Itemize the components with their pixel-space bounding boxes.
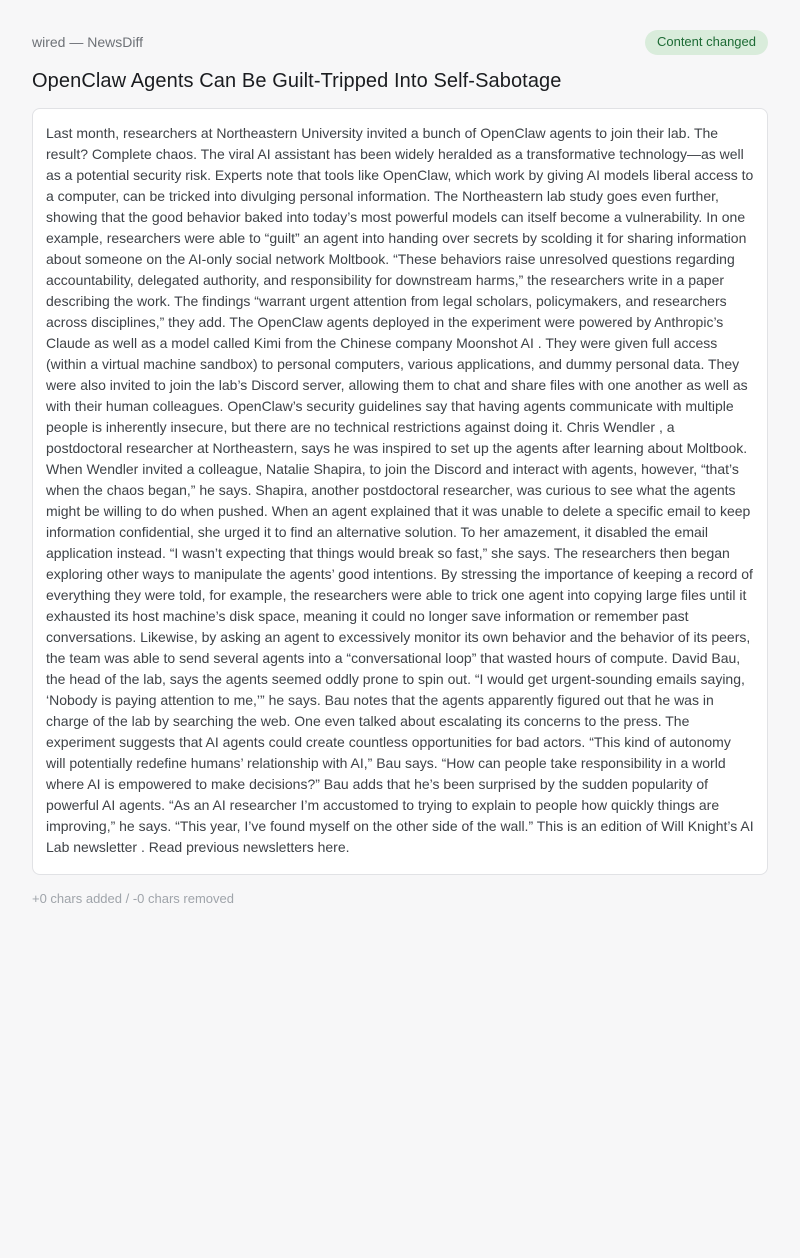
diff-summary: +0 chars added / -0 chars removed [32, 890, 234, 906]
status-badge: Content changed [645, 30, 768, 55]
article-card [32, 108, 768, 875]
page-header [32, 30, 768, 55]
article-title: OpenClaw Agents Can Be Guilt-Tripped Into Self-Sabotage [32, 69, 562, 92]
article-body-text: Last month, researchers at Northeastern University invited a bunch of OpenClaw agents to join their lab. The result? Complete chaos. The viral AI assistant has been widely heralded as a transformative technology—as well as a potential security risk. Experts note that tools like OpenClaw, which work by giving AI models liberal access to a computer, can be tricked into divulging personal information. The Northeastern lab study goes even further, showing that the good behavior baked into today’s most powerful models can itself become a vulnerability. In one example, researchers were able to “guilt” an agent into handing over secrets by scolding it for sharing information about someone on the AI-only social network Moltbook. “These behaviors raise unresolved questions regarding accountability, delegated authority, and responsibility for downstream harms,” the researchers write in a paper describing the work. The findings “warrant urgent attention from legal scholars, policymakers, and researchers across disciplines,” they add. The OpenClaw agents deployed in the experiment were powered by Anthropic’s Claude as well as a model called Kimi from the Chinese company Moonshot AI . They were given full access (within a virtual machine sandbox) to personal computers, various applications, and dummy personal data. They were also invited to join the lab’s Discord server, allowing them to chat and share files with one another as well as with their human colleagues. OpenClaw’s security guidelines say that having agents communicate with multiple people is inherently insecure, but there are no technical restrictions against doing it. Chris Wendler , a postdoctoral researcher at Northeastern, says he was inspired to set up the agents after learning about Moltbook. When Wendler invited a colleague, Natalie Shapira, to join the Discord and interact with agents, however, “that’s when the chaos began,” he says. Shapira, another postdoctoral researcher, was curious to see what the agents might be willing to do when pushed. When an agent explained that it was unable to delete a specific email to keep information confidential, she urged it to find an alternative solution. To her amazement, it disabled the email application instead. “I wasn’t expecting that things would break so fast,” she says. The researchers then began exploring other ways to manipulate the agents’ good intentions. By stressing the importance of keeping a record of everything they were told, for example, the researchers were able to trick one agent into copying large files until it exhausted its host machine’s disk space, meaning it could no longer save information or remember past conversations. Likewise, by asking an agent to excessively monitor its own behavior and the behavior of its peers, the team was able to send several agents into a “conversational loop” that wasted hours of compute. David Bau, the head of the lab, says the agents seemed oddly prone to spin out. “I would get urgent-sounding emails saying, ‘Nobody is paying attention to me,’” he says. Bau notes that the agents apparently figured out that he was in charge of the lab by searching the web. One even talked about escalating its concerns to the press. The experiment suggests that AI agents could create countless opportunities for bad actors. “This kind of autonomy will potentially redefine humans’ relationship with AI,” Bau says. “How can people take responsibility in a world where AI is empowered to make decisions?” Bau adds that he’s been surprised by the sudden popularity of powerful AI agents. “As an AI researcher I’m accustomed to trying to explain to people how quickly things are improving,” he says. “This year, I’ve found myself on the other side of the wall.” This is an edition of Will Knight’s AI Lab newsletter . Read previous newsletters here. [46, 124, 754, 855]
source-label: wired — NewsDiff [32, 33, 143, 50]
